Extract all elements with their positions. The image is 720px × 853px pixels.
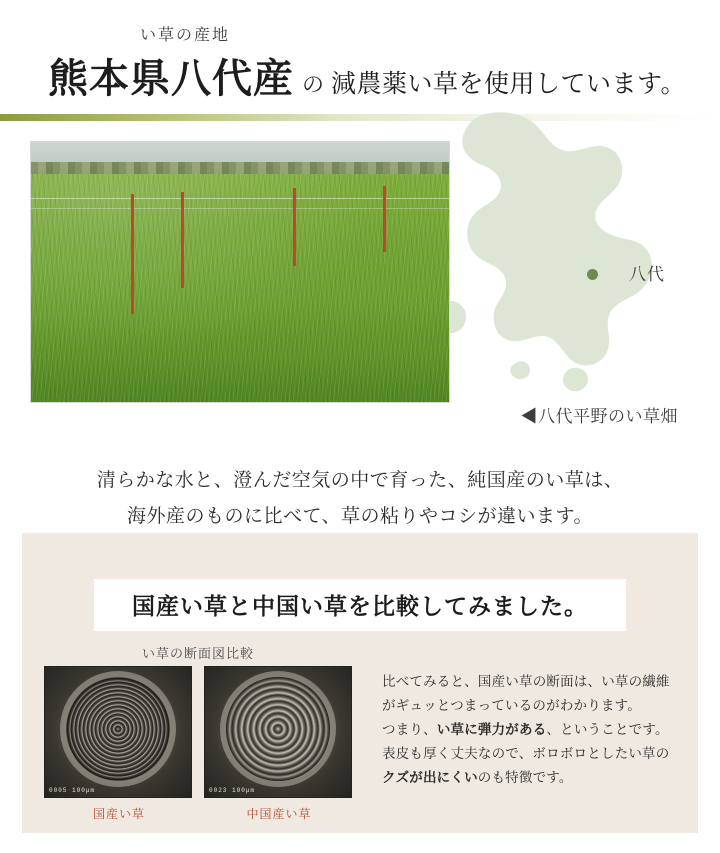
- micrograph-label-domestic: 国産い草: [92, 807, 145, 821]
- lead-line-1: 清らかな水と、澄んだ空気の中で育った、純国産のい草は、: [96, 470, 624, 491]
- photo-wire-2: [31, 208, 449, 209]
- photo-wire-1: [31, 198, 449, 199]
- field-photo: [30, 141, 450, 403]
- micrograph-label-chinese: 中国産い草: [246, 807, 312, 821]
- description-emphasis-elasticity: い草に弾力がある: [436, 722, 547, 737]
- description-line-5b: のも特徴です。: [477, 770, 573, 785]
- comparison-section-caption: い草の断面図比較: [142, 646, 255, 661]
- lead-line-2: 海外産のものに比べて、草の粘りやコシが違います。: [126, 506, 594, 527]
- photo-caption: ◀八代平野のい草畑: [520, 407, 678, 426]
- map-location-dot-icon: [587, 269, 598, 280]
- page-title: [48, 47, 720, 104]
- headline-rest: 減農薬い草を使用しています。: [331, 71, 687, 98]
- description-line-3c: 、ということです。: [546, 722, 669, 737]
- micrograph-chinese: [204, 666, 352, 798]
- headline-origin: 熊本県八代産: [48, 56, 294, 101]
- micrograph-scalebar: 0005 100μm: [49, 787, 96, 794]
- kyushu-map-icon: [420, 107, 680, 407]
- comparison-title: 国産い草と中国い草を比較してみました。: [132, 594, 588, 619]
- description-line-5: [382, 766, 670, 790]
- comparison-description: [382, 666, 670, 822]
- comparison-item-domestic: [44, 666, 194, 822]
- photo-marker-pole: [383, 186, 386, 252]
- origin-band: [0, 129, 720, 426]
- description-emphasis-debris: クズが出にくい: [382, 770, 478, 785]
- comparison-title-band: [94, 579, 626, 631]
- micrograph-fiber-structure: [226, 677, 330, 781]
- header-kicker: い草の産地: [140, 27, 231, 44]
- description-line-4: 表皮も厚く丈夫なので、ボロボロとしたい草の: [382, 746, 670, 761]
- photo-marker-pole: [181, 192, 184, 288]
- comparison-item-chinese: [204, 666, 354, 822]
- comparison-body: [44, 666, 698, 822]
- micrograph-fiber-structure: [66, 677, 170, 781]
- micrograph-scalebar: 0023 100μm: [209, 787, 256, 794]
- photo-marker-pole: [293, 188, 296, 266]
- comparison-panel: [22, 533, 698, 833]
- description-line-1: 比べてみると、国産い草の断面は、い草の繊維: [382, 674, 670, 689]
- photo-marker-pole: [131, 194, 134, 314]
- map-location-label: 八代: [629, 265, 665, 284]
- description-line-2: がギュッとつまっているのがわかります。: [382, 698, 641, 713]
- description-line-3a: つまり、: [382, 722, 437, 737]
- lead-text: [0, 463, 720, 535]
- description-line-3: [382, 718, 670, 742]
- header: [0, 0, 720, 121]
- micrograph-domestic: [44, 666, 192, 798]
- headline-particle: の: [302, 72, 326, 97]
